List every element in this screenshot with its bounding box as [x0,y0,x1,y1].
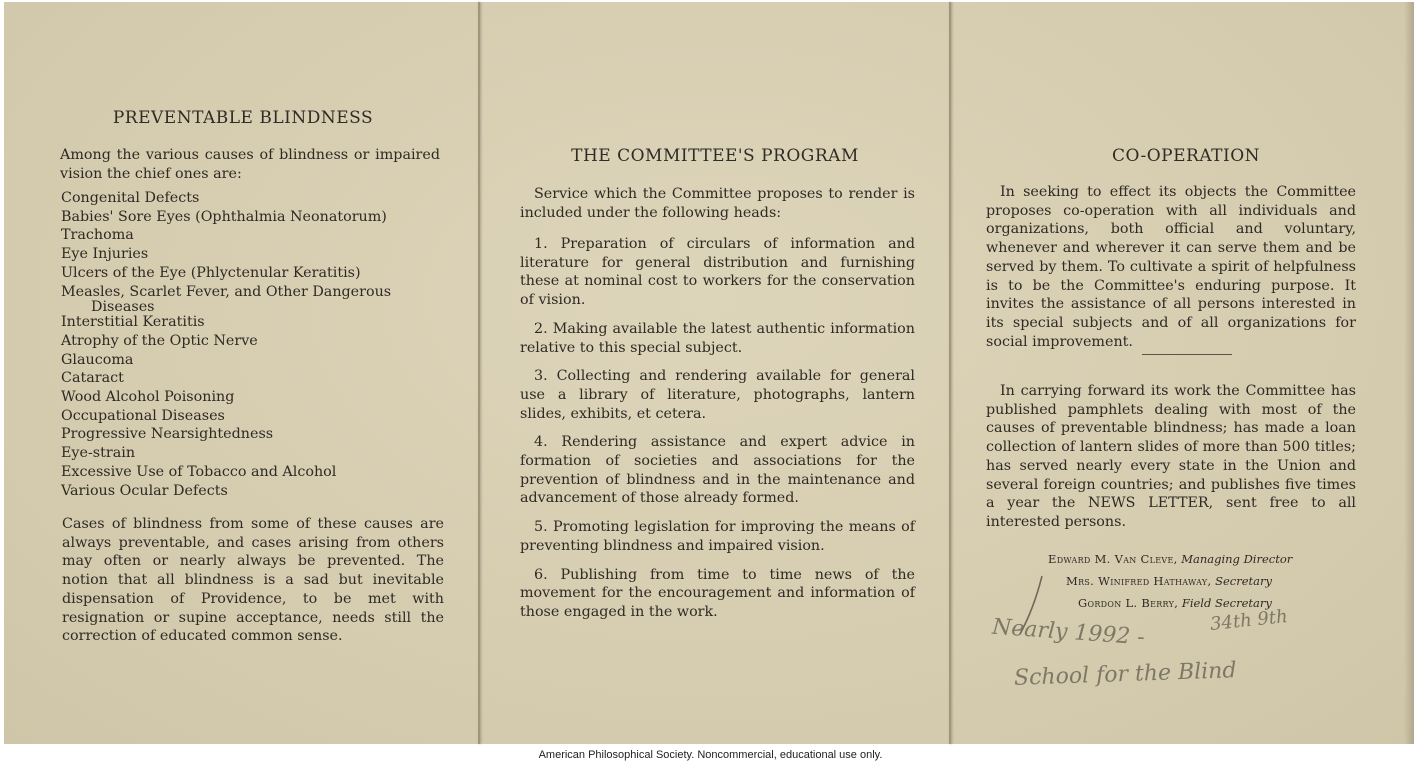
cause-label: Eye Injuries [61,246,149,263]
cause-label: Occupational Diseases [61,407,225,424]
signatory [1048,552,1292,566]
cause-item [61,208,451,227]
panel2-title: THE COMMITTEE'S PROGRAM [571,146,859,166]
cause-item [61,407,451,426]
cause-item [61,444,451,463]
program-item: 4. Rendering assistance and expert advice in formation of societies and associations for the prevention of blindness and in the maintenance and advancement of those already formed. [520,434,915,507]
program-list [520,235,915,632]
handwritten-note: School for the Blind [1013,658,1237,691]
signatory-name: Edward M. Van Cleve, [1048,552,1178,566]
cause-item [61,283,451,314]
panel2-intro: Service which the Committee proposes to render is included under the following heads: [520,186,915,221]
cause-item [61,425,451,444]
fold-line [949,2,951,744]
cause-item [61,245,451,264]
cause-item [61,313,451,332]
cause-item [61,264,451,283]
cause-label: Wood Alcohol Poisoning [61,389,235,406]
panel-preventable-blindness [4,2,478,744]
cause-label: Interstitial Keratitis [61,314,205,331]
panel1-closing: Cases of blindness from some of these causes are always preventable, and cases arising from others may often or nearly always be prevented. The notion that all blindness is a sad but inevitable dispensation of Providence, to be met with resignation or supine acceptance, needs still the correction of educated common sense. [62,516,444,645]
causes-list [61,189,451,500]
panel-cooperation [952,2,1414,744]
panel3-para2: In carrying forward its work the Committee has published pamphlets dealing with most of the causes of preventable blindness; has made a loan collection of lantern slides of more than 500 titles; has served nearly every state in the Union and several foreign countries; and publishes five times a year the NEWS LETTER, sent free to all interested persons. [986,383,1356,530]
cause-label: Trachoma [61,227,134,244]
cause-label: Measles, Scarlet Fever, and Other Dangerous [61,283,392,300]
cause-item [61,351,451,370]
handwritten-note: Nearly 1992 - [991,614,1146,651]
signatory-role: Field Secretary [1181,596,1272,610]
panel1-intro: Among the various causes of blindness or impaired vision the chief ones are: [60,147,440,182]
cause-label: Glaucoma [61,351,134,368]
signatory-name: Gordon L. Berry, [1078,596,1179,610]
panel3-title: CO-OPERATION [1111,146,1261,166]
signatory-name: Mrs. Winifred Hathaway, [1066,574,1212,588]
cause-label: Babies' Sore Eyes (Ophthalmia Neonatorum) [61,208,387,225]
cause-label-continuation: Diseases [91,299,155,316]
cause-item [61,189,451,208]
cause-label: Various Ocular Defects [61,482,228,499]
program-item: 6. Publishing from time to time news of the movement for the encouragement and information of those engaged in the work. [520,566,915,620]
cause-label: Cataract [61,370,124,387]
cause-item [61,482,451,501]
cause-item [61,369,451,388]
panel1-title: PREVENTABLE BLINDNESS [112,108,374,128]
cause-item [61,332,451,351]
signatory [1066,574,1272,588]
handwritten-note: 34th 9th [1209,605,1289,636]
cause-item [61,463,451,482]
signatory-role: Secretary [1215,574,1273,588]
signatory-role: Managing Director [1181,552,1293,566]
panel3-para1: In seeking to effect its objects the Committee proposes co-operation with all individuals and organizations, both official and voluntary, whenever and wherever it can serve them and be served by them. To cultivate a spirit of helpfulness is to be the Committee's enduring purpose. It invites the assistance of all persons interested in its special subjects and of all organizations for social improvement. [986,184,1356,350]
cause-label: Progressive Nearsightedness [61,426,274,443]
program-item: 1. Preparation of circulars of information and literature for general distribution and furnishing these at nominal cost to workers for the conservation of vision. [520,236,915,309]
cause-item [61,388,451,407]
credit-line: American Philosophical Society. Noncommercial, educational use only. [538,749,883,761]
pamphlet-sheet [4,2,1414,744]
program-item: 5. Promoting legislation for improving the means of preventing blindness and impaired vision. [520,519,915,554]
panel-committee-program [480,2,950,744]
cause-label: Atrophy of the Optic Nerve [61,332,258,349]
cause-label: Congenital Defects [61,190,200,206]
cause-label: Ulcers of the Eye (Phlyctenular Keratitis) [61,264,361,281]
program-item: 2. Making available the latest authentic information relative to this special subject. [520,320,915,356]
signatory [1078,596,1272,610]
page-edge [1404,2,1414,744]
program-item: 3. Collecting and rendering available for general use a library of literature, photographs, lantern slides, exhibits, et cetera. [520,368,915,422]
divider [1142,354,1232,355]
cause-label: Eye-strain [61,445,136,462]
cause-item [61,226,451,245]
cause-label: Excessive Use of Tobacco and Alcohol [61,463,337,480]
